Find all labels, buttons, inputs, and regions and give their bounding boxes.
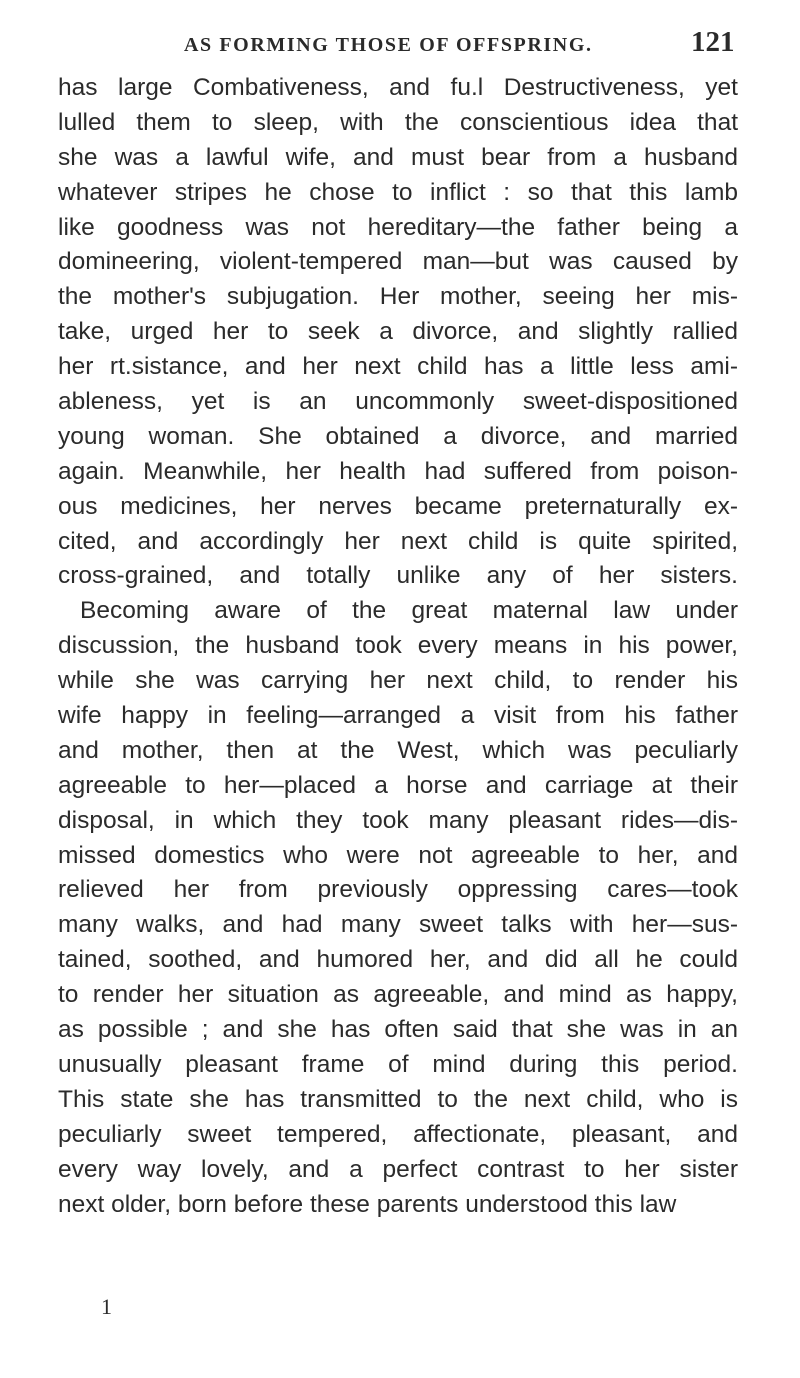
running-title: AS FORMING THOSE OF OFFSPRING. <box>184 34 593 56</box>
text-line: domineering, violent-tempered man—but was caused by <box>58 248 738 276</box>
signature-mark: 1 <box>101 1294 112 1319</box>
text-line: as possible ; and she has often said that she was in an <box>58 1016 738 1044</box>
text-line: disposal, in which they took many pleasant rides—dis- <box>58 806 738 834</box>
text-line: ableness, yet is an uncommonly sweet-dispositioned <box>58 388 738 416</box>
text-line: This state she has transmitted to the next child, who is <box>58 1085 738 1113</box>
text-line: take, urged her to seek a divorce, and slightly rallied <box>58 318 738 346</box>
text-line: she was a lawful wife, and must bear from a husband <box>58 143 738 171</box>
text-line: while she was carrying her next child, to render his <box>58 667 738 695</box>
text-line: cited, and accordingly her next child is quite spirited, <box>58 527 738 555</box>
text-line: her rt.sistance, and her next child has a little less ami- <box>58 353 738 381</box>
text-line: Becoming aware of the great maternal law under <box>80 597 738 625</box>
text-line: like goodness was not hereditary—the father being a <box>58 213 738 241</box>
text-line: young woman. She obtained a divorce, and married <box>58 422 738 450</box>
text-line: has large Combativeness, and fu.l Destructiveness, yet <box>58 74 738 101</box>
text-line: lulled them to sleep, with the conscientious idea that <box>58 108 738 136</box>
page-number: 121 <box>691 26 735 58</box>
text-line: ous medicines, her nerves became preternaturally ex- <box>58 492 738 520</box>
text-line: peculiarly sweet tempered, affectionate, pleasant, and <box>58 1120 738 1148</box>
text-line: missed domestics who were not agreeable to her, and <box>58 841 738 869</box>
text-line: unusually pleasant frame of mind during this period. <box>58 1050 738 1078</box>
text-line: next older, born before these parents understood this law <box>58 1190 677 1218</box>
text-line: many walks, and had many sweet talks with her—sus- <box>58 911 738 939</box>
text-line: wife happy in feeling—arranged a visit from his father <box>58 702 738 730</box>
text-line: relieved her from previously oppressing cares—took <box>58 876 738 904</box>
text-line: discussion, the husband took every means in his power, <box>58 632 738 660</box>
text-line: whatever stripes he chose to inflict : so that this lamb <box>58 178 738 206</box>
running-head <box>184 26 744 56</box>
text-line: again. Meanwhile, her health had suffered from poison- <box>58 457 738 485</box>
body-text <box>58 71 738 1222</box>
text-line: cross-grained, and totally unlike any of her sisters. <box>58 562 738 590</box>
text-line: tained, soothed, and humored her, and did all he could <box>58 946 738 974</box>
text-line: and mother, then at the West, which was peculiarly <box>58 736 738 764</box>
text-line: agreeable to her—placed a horse and carriage at their <box>58 771 738 799</box>
text-line: every way lovely, and a perfect contrast to her sister <box>58 1155 738 1183</box>
text-line: to render her situation as agreeable, and mind as happy, <box>58 981 738 1009</box>
text-line: the mother's subjugation. Her mother, seeing her mis- <box>58 283 738 311</box>
